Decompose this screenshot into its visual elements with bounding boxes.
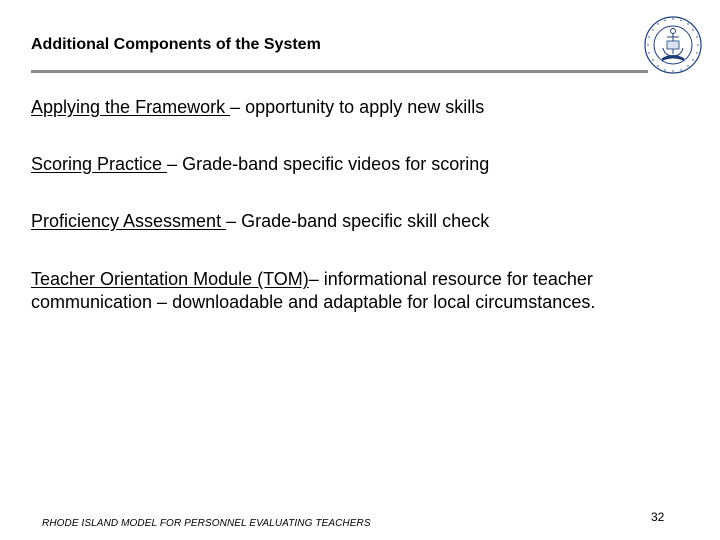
bullet-term: Proficiency Assessment xyxy=(31,211,227,231)
bullet-term: Applying the Framework xyxy=(31,97,231,117)
bullet-text: – opportunity to apply new skills xyxy=(230,97,485,117)
bullet-term: Teacher Orientation Module (TOM) xyxy=(31,269,309,289)
footer-text: RHODE ISLAND MODEL FOR PERSONNEL EVALUATING TEACHERS xyxy=(42,518,371,529)
bullet-text: – informational resource for teacher communication – downloadable and adaptable for local circumstances. xyxy=(31,269,596,312)
bullet-term: Scoring Practice xyxy=(31,154,168,174)
bullet-proficiency-assessment xyxy=(31,210,671,233)
bullet-text: – Grade-band specific videos for scoring xyxy=(167,154,490,174)
page-number: 32 xyxy=(651,510,665,524)
title-divider xyxy=(31,70,648,73)
bullet-teacher-orientation-module xyxy=(31,268,671,314)
slide-title: Additional Components of the System xyxy=(31,36,321,53)
bullet-text: – Grade-band specific skill check xyxy=(226,211,490,231)
state-seal-anchor-icon xyxy=(643,14,703,76)
bullet-scoring-practice xyxy=(31,153,671,176)
bullet-applying-framework xyxy=(31,96,671,119)
